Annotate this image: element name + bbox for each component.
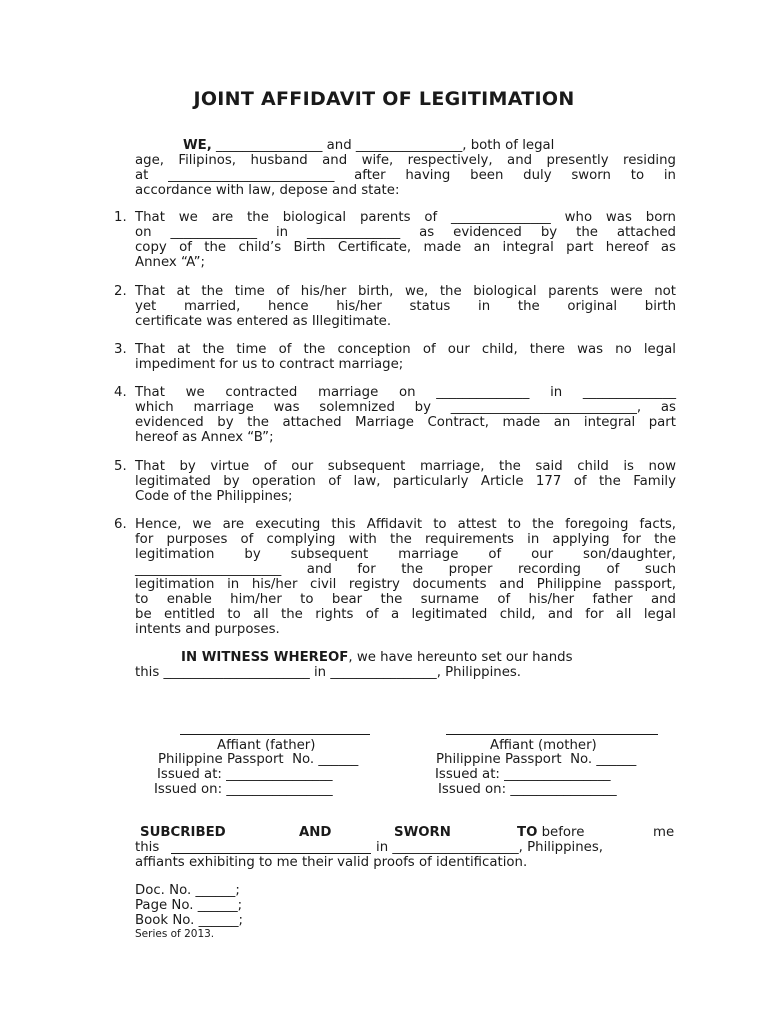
item-4-line-4: hereof as Annex “B”; [135,430,274,445]
item-4-line-2: which marriage was solemnized by ____________________________, as [135,400,676,415]
item-1-line-1: That we are the biological parents of _______________ who was born [135,210,676,225]
item-1-number: 1. [114,210,127,225]
father-issued-at: Issued at: ________________ [157,767,333,782]
mother-affiant-label: Affiant (mother) [490,738,597,753]
jurat-and: AND [299,825,332,840]
jurat-line-3: affiants exhibiting to me their valid proofs of identification. [135,855,528,870]
item-4-number: 4. [114,385,127,400]
item-3-number: 3. [114,342,127,357]
item-6-line-6: to enable him/her to bear the surname of his/her father and [135,592,676,607]
item-6-line-1: Hence, we are executing this Affidavit to attest to the foregoing facts, [135,517,676,532]
intro-line-1-rest: ________________ and ________________, both of legal [211,138,555,153]
father-affiant-label: Affiant (father) [217,738,316,753]
intro-line-1 [183,138,554,153]
mother-issued-at: Issued at: ________________ [435,767,611,782]
father-issued-on: Issued on: ________________ [154,782,333,797]
jurat-to-before [517,825,584,840]
intro-line-3: at _________________________ after having been duly sworn to in [135,168,676,183]
item-2-number: 2. [114,284,127,299]
jurat-this: this [135,840,160,855]
item-4-line-1: That we contracted marriage on ______________ in ______________ [135,385,676,400]
item-5-line-2: legitimated by operation of law, particularly Article 177 of the Family [135,474,676,489]
doc-no: Doc. No. ______; [135,883,240,898]
item-2-line-1: That at the time of his/her birth, we, the biological parents were not [135,284,676,299]
jurat-me: me [653,825,675,840]
item-5-number: 5. [114,459,127,474]
item-1-line-3: copy of the child’s Birth Certificate, made an integral part hereof as [135,240,676,255]
item-2-line-3: certificate was entered as Illegitimate. [135,314,392,329]
jurat-to: TO [517,825,538,840]
witness-line-2: this ______________________ in ________________, Philippines. [135,665,522,680]
page-no: Page No. ______; [135,898,243,913]
item-4-line-3: evidenced by the attached Marriage Contract, made an integral part [135,415,676,430]
jurat-subscribed: SUBCRIBED [140,825,226,840]
intro-line-2: age, Filipinos, husband and wife, respectively, and presently residing [135,153,676,168]
witness-line-1-rest: , we have hereunto set our hands [348,650,573,665]
item-6-number: 6. [114,517,127,532]
jurat-before: before [537,825,585,840]
intro-line-4: accordance with law, depose and state: [135,183,400,198]
item-6-line-7: be entitled to all the rights of a legitimated child, and for all legal [135,607,676,622]
father-signature-line [180,734,370,735]
intro-we-label: WE, [183,138,212,153]
item-2-line-2: yet married, hence his/her status in the original birth [135,299,676,314]
item-6-line-8: intents and purposes. [135,622,280,637]
item-3-line-1: That at the time of the conception of our child, there was no legal [135,342,676,357]
document-title: JOINT AFFIDAVIT OF LEGITIMATION [193,88,575,110]
jurat-date-line [171,853,371,854]
mother-issued-on: Issued on: ________________ [438,782,617,797]
item-6-line-4: ______________________ and for the proper recording of such [135,562,676,577]
item-1-line-2: on _____________ in ______________ as evidenced by the attached [135,225,676,240]
mother-signature-line [446,734,658,735]
witness-line-1 [181,650,573,665]
item-6-line-5: legitimation in his/her civil registry documents and Philippine passport, [135,577,676,592]
series: Series of 2013. [135,928,215,940]
item-6-line-3: legitimation by subsequent marriage of our son/daughter, [135,547,676,562]
item-5-line-1: That by virtue of our subsequent marriage, the said child is now [135,459,676,474]
jurat-sworn: SWORN [394,825,451,840]
item-3-line-2: impediment for us to contract marriage; [135,357,404,372]
father-passport-line: Philippine Passport No. ______ [158,752,359,767]
item-5-line-3: Code of the Philippines; [135,489,293,504]
mother-passport-line: Philippine Passport No. ______ [436,752,637,767]
item-1-line-4: Annex “A”; [135,255,205,270]
witness-lead: IN WITNESS WHEREOF [181,650,349,665]
book-no: Book No. ______; [135,913,243,928]
item-6-line-2: for purposes of complying with the requirements in applying for the [135,532,676,547]
jurat-line-2-rest: in ___________________, Philippines, [376,840,603,855]
